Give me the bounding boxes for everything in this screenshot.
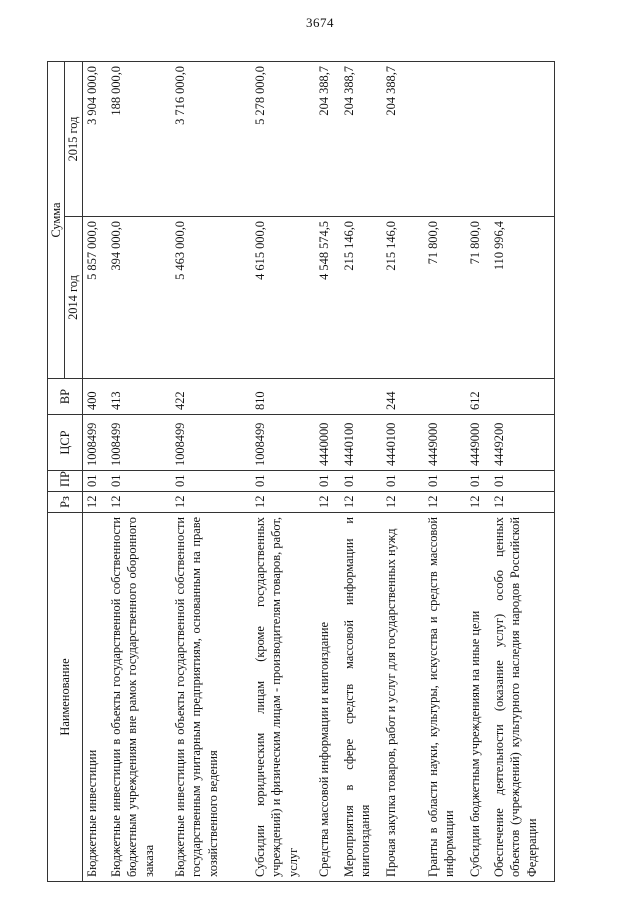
row-vr: 244 bbox=[382, 379, 424, 415]
row-csr: 1008499 bbox=[107, 415, 171, 471]
row-pr: 01 bbox=[382, 471, 424, 492]
row-name: Средства массовой информации и книгоиздание bbox=[315, 513, 340, 882]
row-sum-2014: 5 857 000,0 bbox=[82, 217, 107, 379]
row-sum-2014: 215 146,0 bbox=[382, 217, 424, 379]
table-row bbox=[107, 62, 171, 882]
row-vr bbox=[340, 379, 382, 415]
table-row bbox=[251, 62, 315, 882]
row-pr: 01 bbox=[424, 471, 466, 492]
row-rz: 12 bbox=[315, 492, 340, 513]
row-sum-2015: 5 278 000,0 bbox=[251, 62, 315, 217]
row-vr bbox=[424, 379, 466, 415]
table-row bbox=[315, 62, 340, 882]
row-rz: 12 bbox=[251, 492, 315, 513]
row-sum-2015 bbox=[490, 62, 555, 217]
row-rz: 12 bbox=[340, 492, 382, 513]
row-rz: 12 bbox=[171, 492, 251, 513]
row-name: Субсидии бюджетным учреждениям на иные цели bbox=[466, 513, 490, 882]
row-name: Мероприятия в сфере средств массовой информации и книгоиздания bbox=[340, 513, 382, 882]
row-pr: 01 bbox=[107, 471, 171, 492]
row-csr: 1008499 bbox=[171, 415, 251, 471]
row-csr: 4449200 bbox=[490, 415, 555, 471]
header-2014: 2014 год bbox=[65, 217, 82, 379]
row-name: Бюджетные инвестиции bbox=[82, 513, 107, 882]
row-sum-2014: 71 800,0 bbox=[466, 217, 490, 379]
row-rz: 12 bbox=[424, 492, 466, 513]
table-row bbox=[82, 62, 107, 882]
table-row bbox=[171, 62, 251, 882]
row-pr: 01 bbox=[490, 471, 555, 492]
row-rz: 12 bbox=[466, 492, 490, 513]
row-sum-2015: 204 388,7 bbox=[315, 62, 340, 217]
row-name: Бюджетные инвестиции в объекты государственной собственности бюджетным учреждениям вне рамок государственного оборонного заказа bbox=[107, 513, 171, 882]
row-vr bbox=[490, 379, 555, 415]
row-csr: 1008499 bbox=[251, 415, 315, 471]
header-rz: Рз bbox=[48, 492, 83, 513]
table-row bbox=[382, 62, 424, 882]
row-pr: 01 bbox=[466, 471, 490, 492]
row-rz: 12 bbox=[107, 492, 171, 513]
row-csr: 1008499 bbox=[82, 415, 107, 471]
table-row bbox=[424, 62, 466, 882]
rotated-table-area bbox=[47, 62, 625, 882]
row-sum-2015: 3 904 000,0 bbox=[82, 62, 107, 217]
row-pr: 01 bbox=[251, 471, 315, 492]
row-pr: 01 bbox=[82, 471, 107, 492]
table-row bbox=[466, 62, 490, 882]
page-number: 3674 bbox=[306, 15, 334, 30]
table-row bbox=[490, 62, 555, 882]
row-csr: 4449000 bbox=[466, 415, 490, 471]
row-pr: 01 bbox=[171, 471, 251, 492]
row-csr: 4440000 bbox=[315, 415, 340, 471]
row-name: Бюджетные инвестиции в объекты государственной собственности государственным унитарным предприятиям, основанным на праве хозяйственного ведения bbox=[171, 513, 251, 882]
header-pr: ПР bbox=[48, 471, 83, 492]
header-vr: ВР bbox=[48, 379, 83, 415]
row-vr bbox=[315, 379, 340, 415]
row-sum-2014: 5 463 000,0 bbox=[171, 217, 251, 379]
row-rz: 12 bbox=[382, 492, 424, 513]
row-csr: 4440100 bbox=[382, 415, 424, 471]
row-sum-2015: 204 388,7 bbox=[340, 62, 382, 217]
header-csr: ЦСР bbox=[48, 415, 83, 471]
row-pr: 01 bbox=[340, 471, 382, 492]
row-sum-2015: 188 000,0 bbox=[107, 62, 171, 217]
row-vr: 413 bbox=[107, 379, 171, 415]
row-sum-2015 bbox=[424, 62, 466, 217]
row-name: Обеспечение деятельности (оказание услуг) особо ценных объектов (учреждений) культурного наследия народов Российской Федерации bbox=[490, 513, 555, 882]
row-vr: 612 bbox=[466, 379, 490, 415]
header-name: Наименование bbox=[48, 513, 83, 882]
row-rz: 12 bbox=[490, 492, 555, 513]
row-sum-2015 bbox=[466, 62, 490, 217]
row-name: Гранты в области науки, культуры, искусства и средств массовой информации bbox=[424, 513, 466, 882]
row-sum-2014: 4 615 000,0 bbox=[251, 217, 315, 379]
row-csr: 4449000 bbox=[424, 415, 466, 471]
table-header bbox=[48, 62, 83, 882]
row-vr: 422 bbox=[171, 379, 251, 415]
row-vr: 810 bbox=[251, 379, 315, 415]
row-sum-2014: 71 800,0 bbox=[424, 217, 466, 379]
header-sum: Сумма bbox=[48, 62, 65, 379]
row-sum-2015: 3 716 000,0 bbox=[171, 62, 251, 217]
header-2015: 2015 год bbox=[65, 62, 82, 217]
row-vr: 400 bbox=[82, 379, 107, 415]
row-name: Прочая закупка товаров, работ и услуг для государственных нужд bbox=[382, 513, 424, 882]
row-pr: 01 bbox=[315, 471, 340, 492]
row-sum-2015: 204 388,7 bbox=[382, 62, 424, 217]
row-name: Субсидии юридическим лицам (кроме государственных учреждений) и физическим лицам - производителям товаров, работ, услуг bbox=[251, 513, 315, 882]
row-sum-2014: 215 146,0 bbox=[340, 217, 382, 379]
row-csr: 4440100 bbox=[340, 415, 382, 471]
row-sum-2014: 394 000,0 bbox=[107, 217, 171, 379]
budget-table bbox=[47, 61, 555, 882]
table-body bbox=[82, 62, 554, 882]
table-row bbox=[340, 62, 382, 882]
row-rz: 12 bbox=[82, 492, 107, 513]
row-sum-2014: 110 996,4 bbox=[490, 217, 555, 379]
row-sum-2014: 4 548 574,5 bbox=[315, 217, 340, 379]
